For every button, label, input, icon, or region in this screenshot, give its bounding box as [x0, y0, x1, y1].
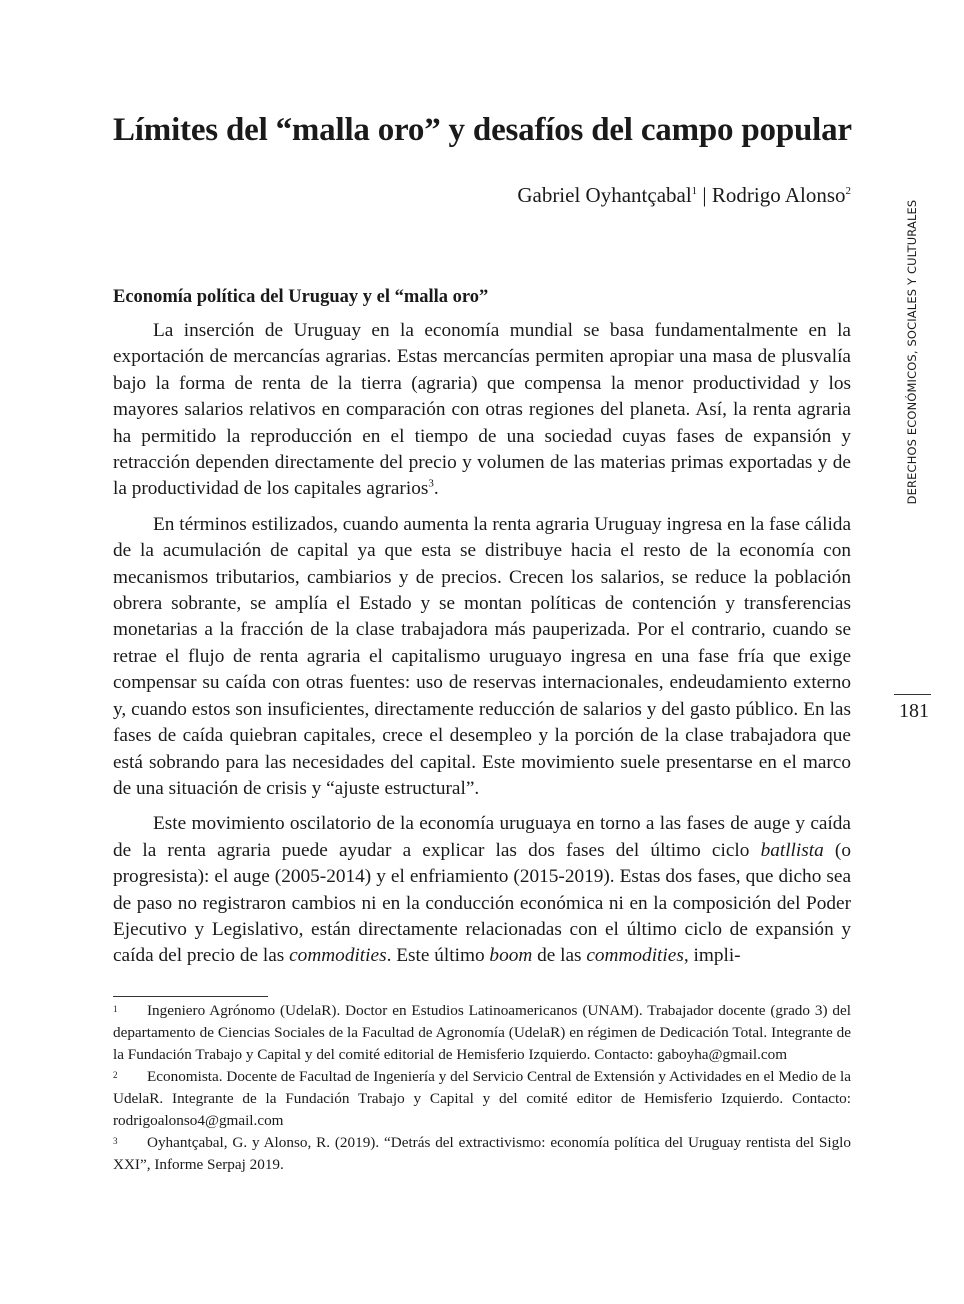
author-name: Rodrigo Alonso	[711, 183, 846, 207]
footnote	[113, 1132, 851, 1176]
italic-term: batllista	[760, 839, 824, 861]
footnote-separator	[113, 996, 268, 997]
author-separator: |	[697, 183, 712, 207]
footnotes	[113, 1000, 851, 1176]
paragraph-end: .	[433, 478, 439, 500]
paragraph	[113, 318, 851, 503]
sidebar-label-text: DERECHOS ECONÓMICOS, SOCIALES Y CULTURALES	[905, 199, 919, 505]
footnote	[113, 1066, 851, 1132]
footnote-ref[interactable]: 1	[691, 185, 698, 197]
article-body	[113, 282, 851, 979]
footnote-text: Ingeniero Agrónomo (UdelaR). Doctor en Estudios Latinoamericanos (UNAM). Trabajador docente (grado 3) del departamento de Ciencias Sociales de la Facultad de Agronomía (UdelaR) en régimen de Dedicación Total. Integrante de la Fundación Trabajo y Capital y del comité editorial de Hemisferio Izquierdo. Contacto: gaboyha@gmail.com	[113, 1002, 851, 1063]
paragraph: En términos estilizados, cuando aumenta la renta agraria Uruguay ingresa en la fase cálida de la acumulación de capital ya que esta se distribuye hacia el resto de la economía con mecanismos tributarios, cambiarios y de precios. Crecen los salarios, se reduce la población obrera sobrante, se amplía el Estado y se montan políticas de contención y transferencias monetarias a la fracción de la clase trabajadora más pauperizada. Por el contrario, cuando se retrae el flujo de renta agraria el capitalismo uruguayo ingresa en una fase fría que exige compensar su caída con otras fuentes: uso de reservas internacionales, endeudamiento externo y, cuando estos son insuficientes, directamente reducción de salarios y del gasto público. En las fases de caída quiebran capitales, crece el desempleo y la porción de la clase trabajadora que está sobrando para las necesidades del capital. Este movimiento suele presentarse en el marco de una situación de crisis y “ajuste estructural”.	[113, 513, 851, 799]
paragraph-text: (o progresista): el auge (2005-2014) y el enfriamiento (2015-2019). Estas dos fases, que dicho sea de paso no registraron cambios ni en la conducción económica ni en la composición del Poder Ejecutivo y Legislativo, están directamente relacionadas con el último ciclo de expansión y caída del precio de las	[113, 839, 851, 967]
footnote-ref[interactable]: 2	[845, 185, 851, 197]
paragraph	[113, 811, 851, 969]
author-name: Gabriel Oyhantçabal	[517, 183, 692, 207]
footnote-mark: 2	[113, 1070, 118, 1080]
paragraph-text: La inserción de Uruguay en la economía mundial se basa fundamentalmente en la exportación de mercancías agrarias. Estas mercancías permiten apropiar una masa de plusvalía bajo la forma de renta de la tierra (agraria) que compensa la menor productividad y los mayores salarios relativos en comparación con otras regiones del planeta. Así, la renta agraria ha permitido la reproducción en el tiempo de una sociedad cuyas fases de expansión y retracción dependen directamente del precio y volumen de las materias primas exportadas y de la productividad de los capitales agrarios	[113, 320, 851, 500]
italic-term: commodities	[586, 945, 684, 967]
section-sidebar-label	[902, 194, 922, 510]
footnote-text: Oyhantçabal, G. y Alonso, R. (2019). “Detrás del extractivismo: economía política del Uruguay rentista del Siglo XXI”, Informe Serpaj 2019.	[113, 1134, 851, 1173]
section-heading: Economía política del Uruguay y el “malla oro”	[113, 287, 489, 307]
paragraph-text: . Este último	[386, 945, 490, 967]
article-title: Límites del “malla oro” y desafíos del campo popular	[113, 112, 852, 148]
footnote-ref[interactable]: 3	[428, 478, 434, 491]
paragraph-text: de las	[532, 945, 587, 967]
page-number-rule	[894, 694, 931, 695]
paragraph-text: Este movimiento oscilatorio de la economía uruguaya en torno a las fases de auge y caída de la renta agraria puede ayudar a explicar las dos fases del último ciclo	[113, 813, 851, 861]
italic-term: boom	[489, 945, 533, 967]
page-number: 181	[899, 700, 929, 722]
author-line	[517, 180, 851, 210]
footnote-mark: 1	[113, 1004, 118, 1014]
footnote-mark: 3	[113, 1136, 118, 1146]
italic-term: commodities	[289, 945, 387, 967]
paragraph-text: , impli-	[683, 945, 741, 967]
footnote-text: Economista. Docente de Facultad de Ingeniería y del Servicio Central de Extensión y Actividades en el Medio de la UdelaR. Integrante de la Fundación Trabajo y Capital y del comité editor de Hemisferio Izquierdo. Contacto: rodrigoalonso4@gmail.com	[113, 1068, 851, 1129]
footnote	[113, 1000, 851, 1066]
